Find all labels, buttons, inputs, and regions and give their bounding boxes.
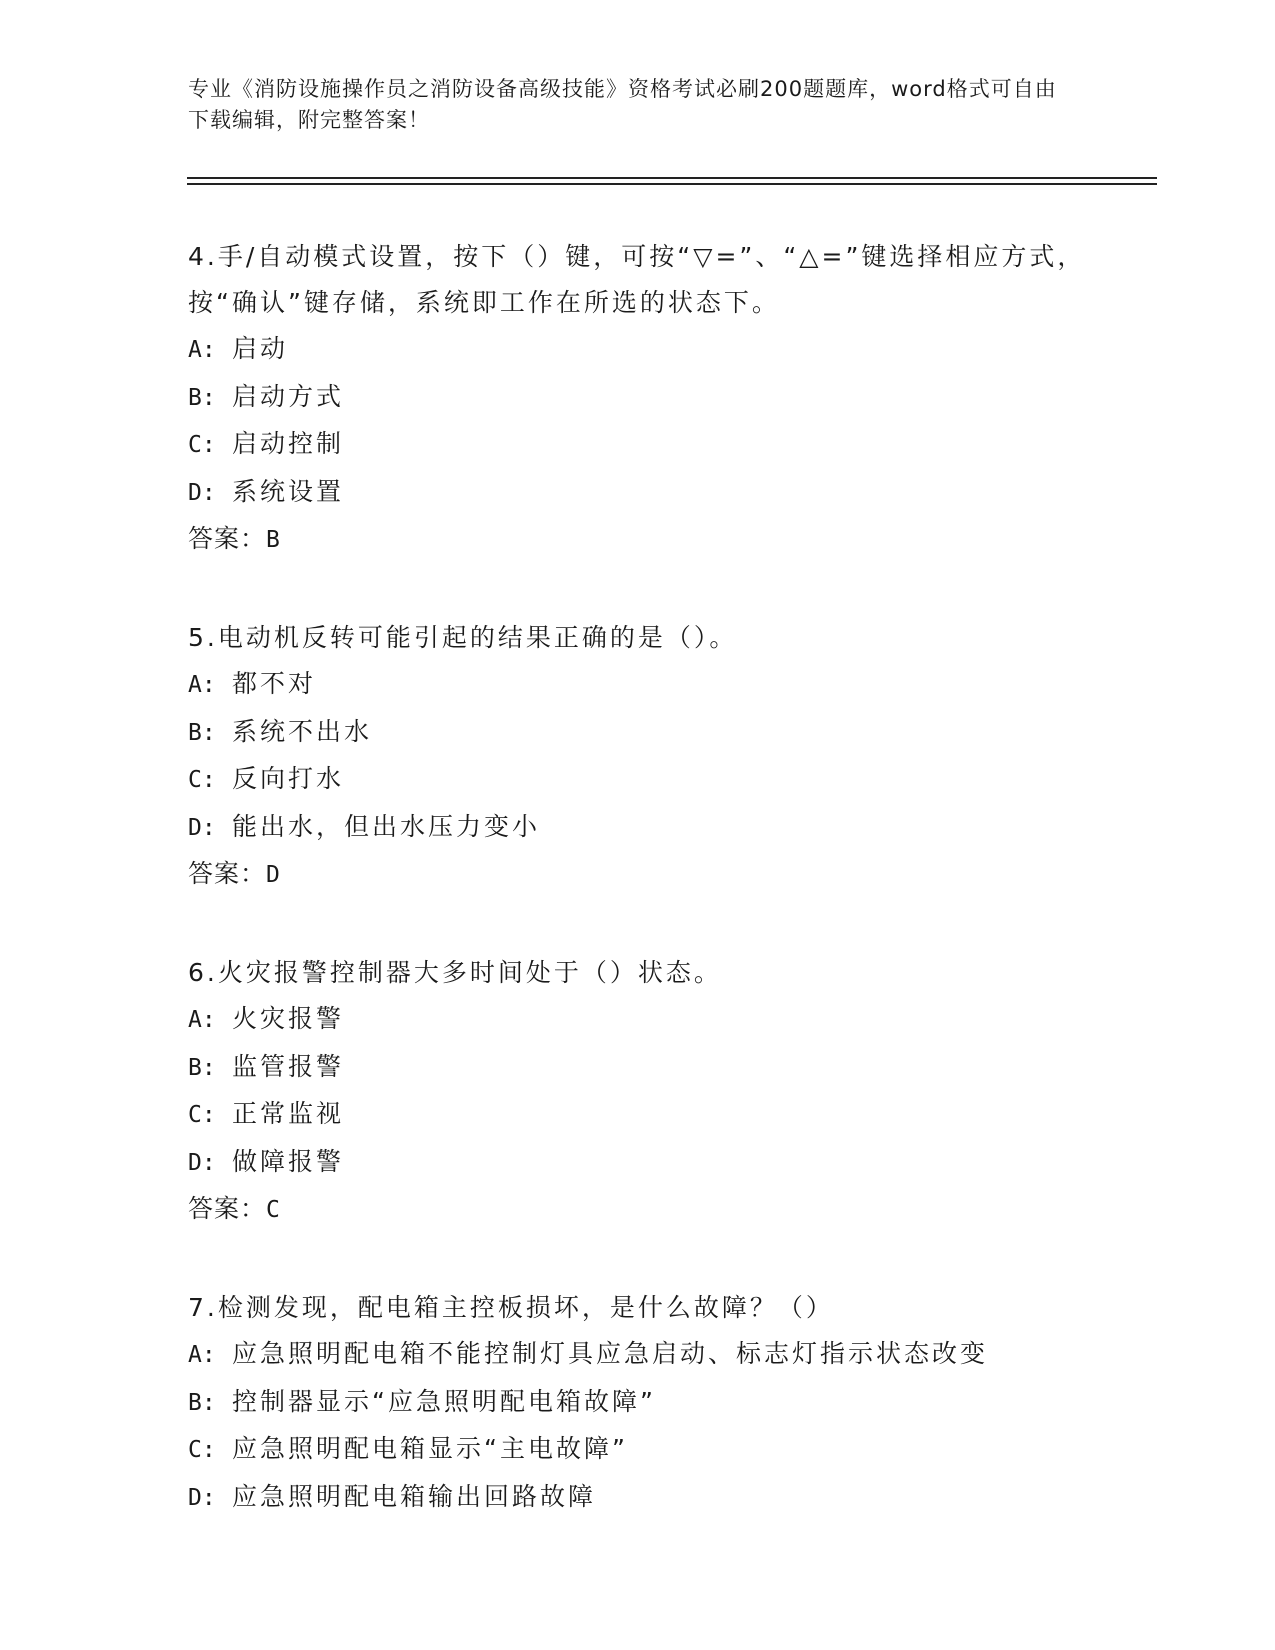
answer-value: B [266, 527, 281, 553]
option-letter: B: [188, 384, 216, 411]
option-d [188, 469, 1148, 517]
option-d [188, 804, 1148, 852]
option-c [188, 1426, 1148, 1474]
header-divider-top [187, 177, 1157, 179]
option-a [188, 326, 1148, 374]
option-text: 系统设置 [232, 476, 345, 506]
option-text: 启动方式 [232, 381, 345, 411]
option-d [188, 1474, 1148, 1522]
answer-label: 答案： [188, 524, 267, 553]
option-letter: A: [188, 1342, 216, 1368]
option-letter: B: [188, 1389, 216, 1416]
option-c [188, 1091, 1148, 1139]
option-letter: B: [188, 1054, 216, 1081]
option-text: 火灾报警 [232, 1004, 345, 1033]
answer-label: 答案： [188, 1194, 267, 1223]
option-letter: C: [188, 1102, 216, 1128]
answer-label: 答案： [188, 859, 267, 888]
option-text: 都不对 [232, 669, 317, 698]
answer-line [188, 516, 1148, 563]
question-5 [188, 615, 1148, 898]
question-stem: 6.火灾报警控制器大多时间处于（）状态。 [188, 958, 722, 987]
question-list [188, 234, 1148, 1573]
option-letter: C: [188, 1437, 216, 1463]
option-text: 监管报警 [232, 1051, 345, 1081]
question-stem: 4.手/自动模式设置，按下（）键，可按“▽=”、“△=”键选择相应方式，按“确认”键存储，系统即工作在所选的状态下。 [188, 242, 1086, 317]
option-c [188, 421, 1148, 469]
question-6 [188, 950, 1148, 1233]
option-d [188, 1139, 1148, 1187]
question-stem: 5.电动机反转可能引起的结果正确的是（）。 [188, 623, 738, 652]
question-7 [188, 1285, 1148, 1521]
answer-line [188, 1186, 1148, 1233]
question-stem: 7.检测发现，配电箱主控板损坏，是什么故障？（） [188, 1293, 834, 1322]
option-b [188, 374, 1148, 422]
option-a [188, 1331, 1148, 1379]
option-text: 启动 [232, 334, 289, 363]
option-text: 系统不出水 [232, 716, 373, 746]
answer-value: C [266, 1197, 281, 1223]
option-text: 应急照明配电箱不能控制灯具应急启动、标志灯指示状态改变 [232, 1339, 989, 1368]
option-letter: D: [188, 1149, 216, 1176]
option-text: 反向打水 [232, 764, 345, 793]
option-text: 控制器显示“应急照明配电箱故障” [232, 1386, 656, 1416]
option-letter: A: [188, 1007, 216, 1033]
option-text: 做障报警 [232, 1146, 345, 1176]
option-letter: C: [188, 767, 216, 793]
option-letter: A: [188, 672, 216, 698]
option-b [188, 1044, 1148, 1092]
option-letter: D: [188, 1484, 216, 1511]
option-letter: D: [188, 814, 216, 841]
option-text: 能出水，但出水压力变小 [232, 811, 541, 841]
header-divider-bottom [187, 183, 1157, 185]
option-text: 启动控制 [232, 429, 345, 458]
option-text: 正常监视 [232, 1099, 345, 1128]
answer-value: D [266, 862, 281, 888]
answer-line [188, 851, 1148, 898]
option-b [188, 1379, 1148, 1427]
option-c [188, 756, 1148, 804]
option-text: 应急照明配电箱输出回路故障 [232, 1481, 597, 1511]
option-b [188, 709, 1148, 757]
option-letter: D: [188, 479, 216, 506]
option-a [188, 661, 1148, 709]
option-letter: A: [188, 337, 216, 363]
document-header: 专业《消防设施操作员之消防设备高级技能》资格考试必刷200题题库，word格式可自由下载编辑，附完整答案！ [188, 77, 1057, 132]
option-letter: B: [188, 719, 216, 746]
option-letter: C: [188, 432, 216, 458]
option-a [188, 996, 1148, 1044]
question-4 [188, 234, 1148, 563]
option-text: 应急照明配电箱显示“主电故障” [232, 1434, 628, 1463]
